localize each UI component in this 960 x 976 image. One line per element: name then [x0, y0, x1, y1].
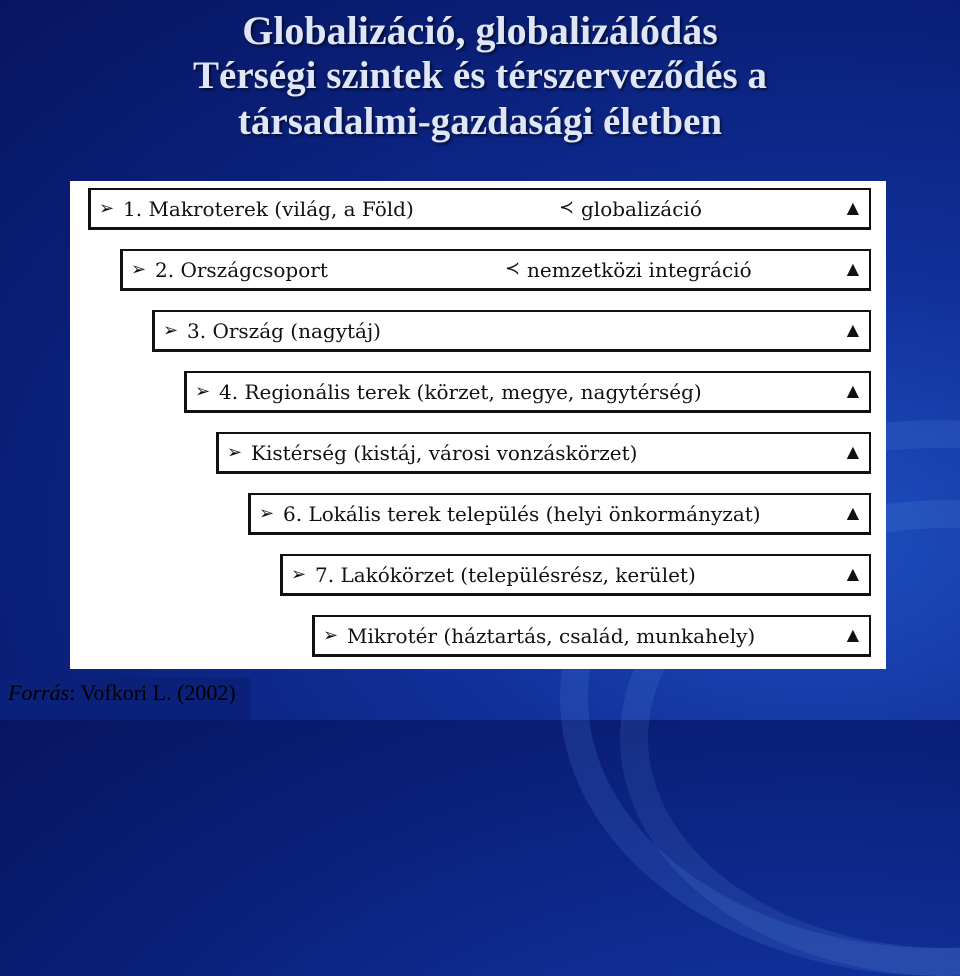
level-label: 3. Ország (nagytáj) — [187, 319, 381, 343]
triangle-icon: ▲ — [846, 503, 859, 522]
triangle-icon: ▲ — [846, 625, 859, 644]
arrow-bullet-icon: ➢ — [163, 320, 179, 341]
level-label: 4. Regionális terek (körzet, megye, nagytérség) — [219, 380, 702, 404]
triangle-icon: ▲ — [846, 198, 859, 217]
levels-diagram — [70, 181, 886, 669]
level-row — [248, 493, 871, 535]
left-angle-icon: ≺ — [559, 197, 575, 218]
left-angle-icon: ≺ — [505, 258, 521, 279]
level-row — [312, 615, 871, 657]
arrow-bullet-icon: ➢ — [259, 503, 275, 524]
triangle-icon: ▲ — [846, 259, 859, 278]
arrow-bullet-icon: ➢ — [131, 259, 147, 280]
level-label: Mikrotér (háztartás, család, munkahely) — [347, 624, 756, 648]
triangle-icon: ▲ — [846, 381, 859, 400]
source-text: : Vofkori L. (2002) — [69, 680, 236, 705]
arrow-bullet-icon: ➢ — [227, 442, 243, 463]
title-line-1: Globalizáció, globalizálódás — [242, 8, 718, 53]
level-label: 7. Lakókörzet (településrész, kerület) — [315, 563, 696, 587]
arrow-bullet-icon: ➢ — [195, 381, 211, 402]
arrow-bullet-icon: ➢ — [323, 625, 339, 646]
arrow-bullet-icon: ➢ — [99, 198, 115, 219]
level-label: 6. Lokális terek település (helyi önkormányzat) — [283, 502, 761, 526]
triangle-icon: ▲ — [846, 564, 859, 583]
level-row — [88, 188, 871, 230]
level-row — [120, 249, 871, 291]
source-citation — [8, 680, 236, 710]
level-row — [280, 554, 871, 596]
level-label: 2. Országcsoport — [155, 258, 328, 282]
level-row — [216, 432, 871, 474]
level-label: 1. Makroterek (világ, a Föld) — [123, 197, 414, 221]
level-right-label: nemzetközi integráció — [527, 258, 752, 282]
triangle-icon: ▲ — [846, 320, 859, 339]
level-right-label: globalizáció — [581, 197, 702, 221]
source-prefix: Forrás — [8, 680, 70, 705]
level-row — [184, 371, 871, 413]
title-line-2: Térségi szintek és térszerveződés a — [193, 54, 767, 97]
triangle-icon: ▲ — [846, 442, 859, 461]
title-line-3: társadalmi-gazdasági életben — [237, 100, 723, 143]
level-label: Kistérség (kistáj, városi vonzáskörzet) — [251, 441, 638, 465]
arrow-bullet-icon: ➢ — [291, 564, 307, 585]
level-row — [152, 310, 871, 352]
slide-title — [0, 8, 960, 146]
